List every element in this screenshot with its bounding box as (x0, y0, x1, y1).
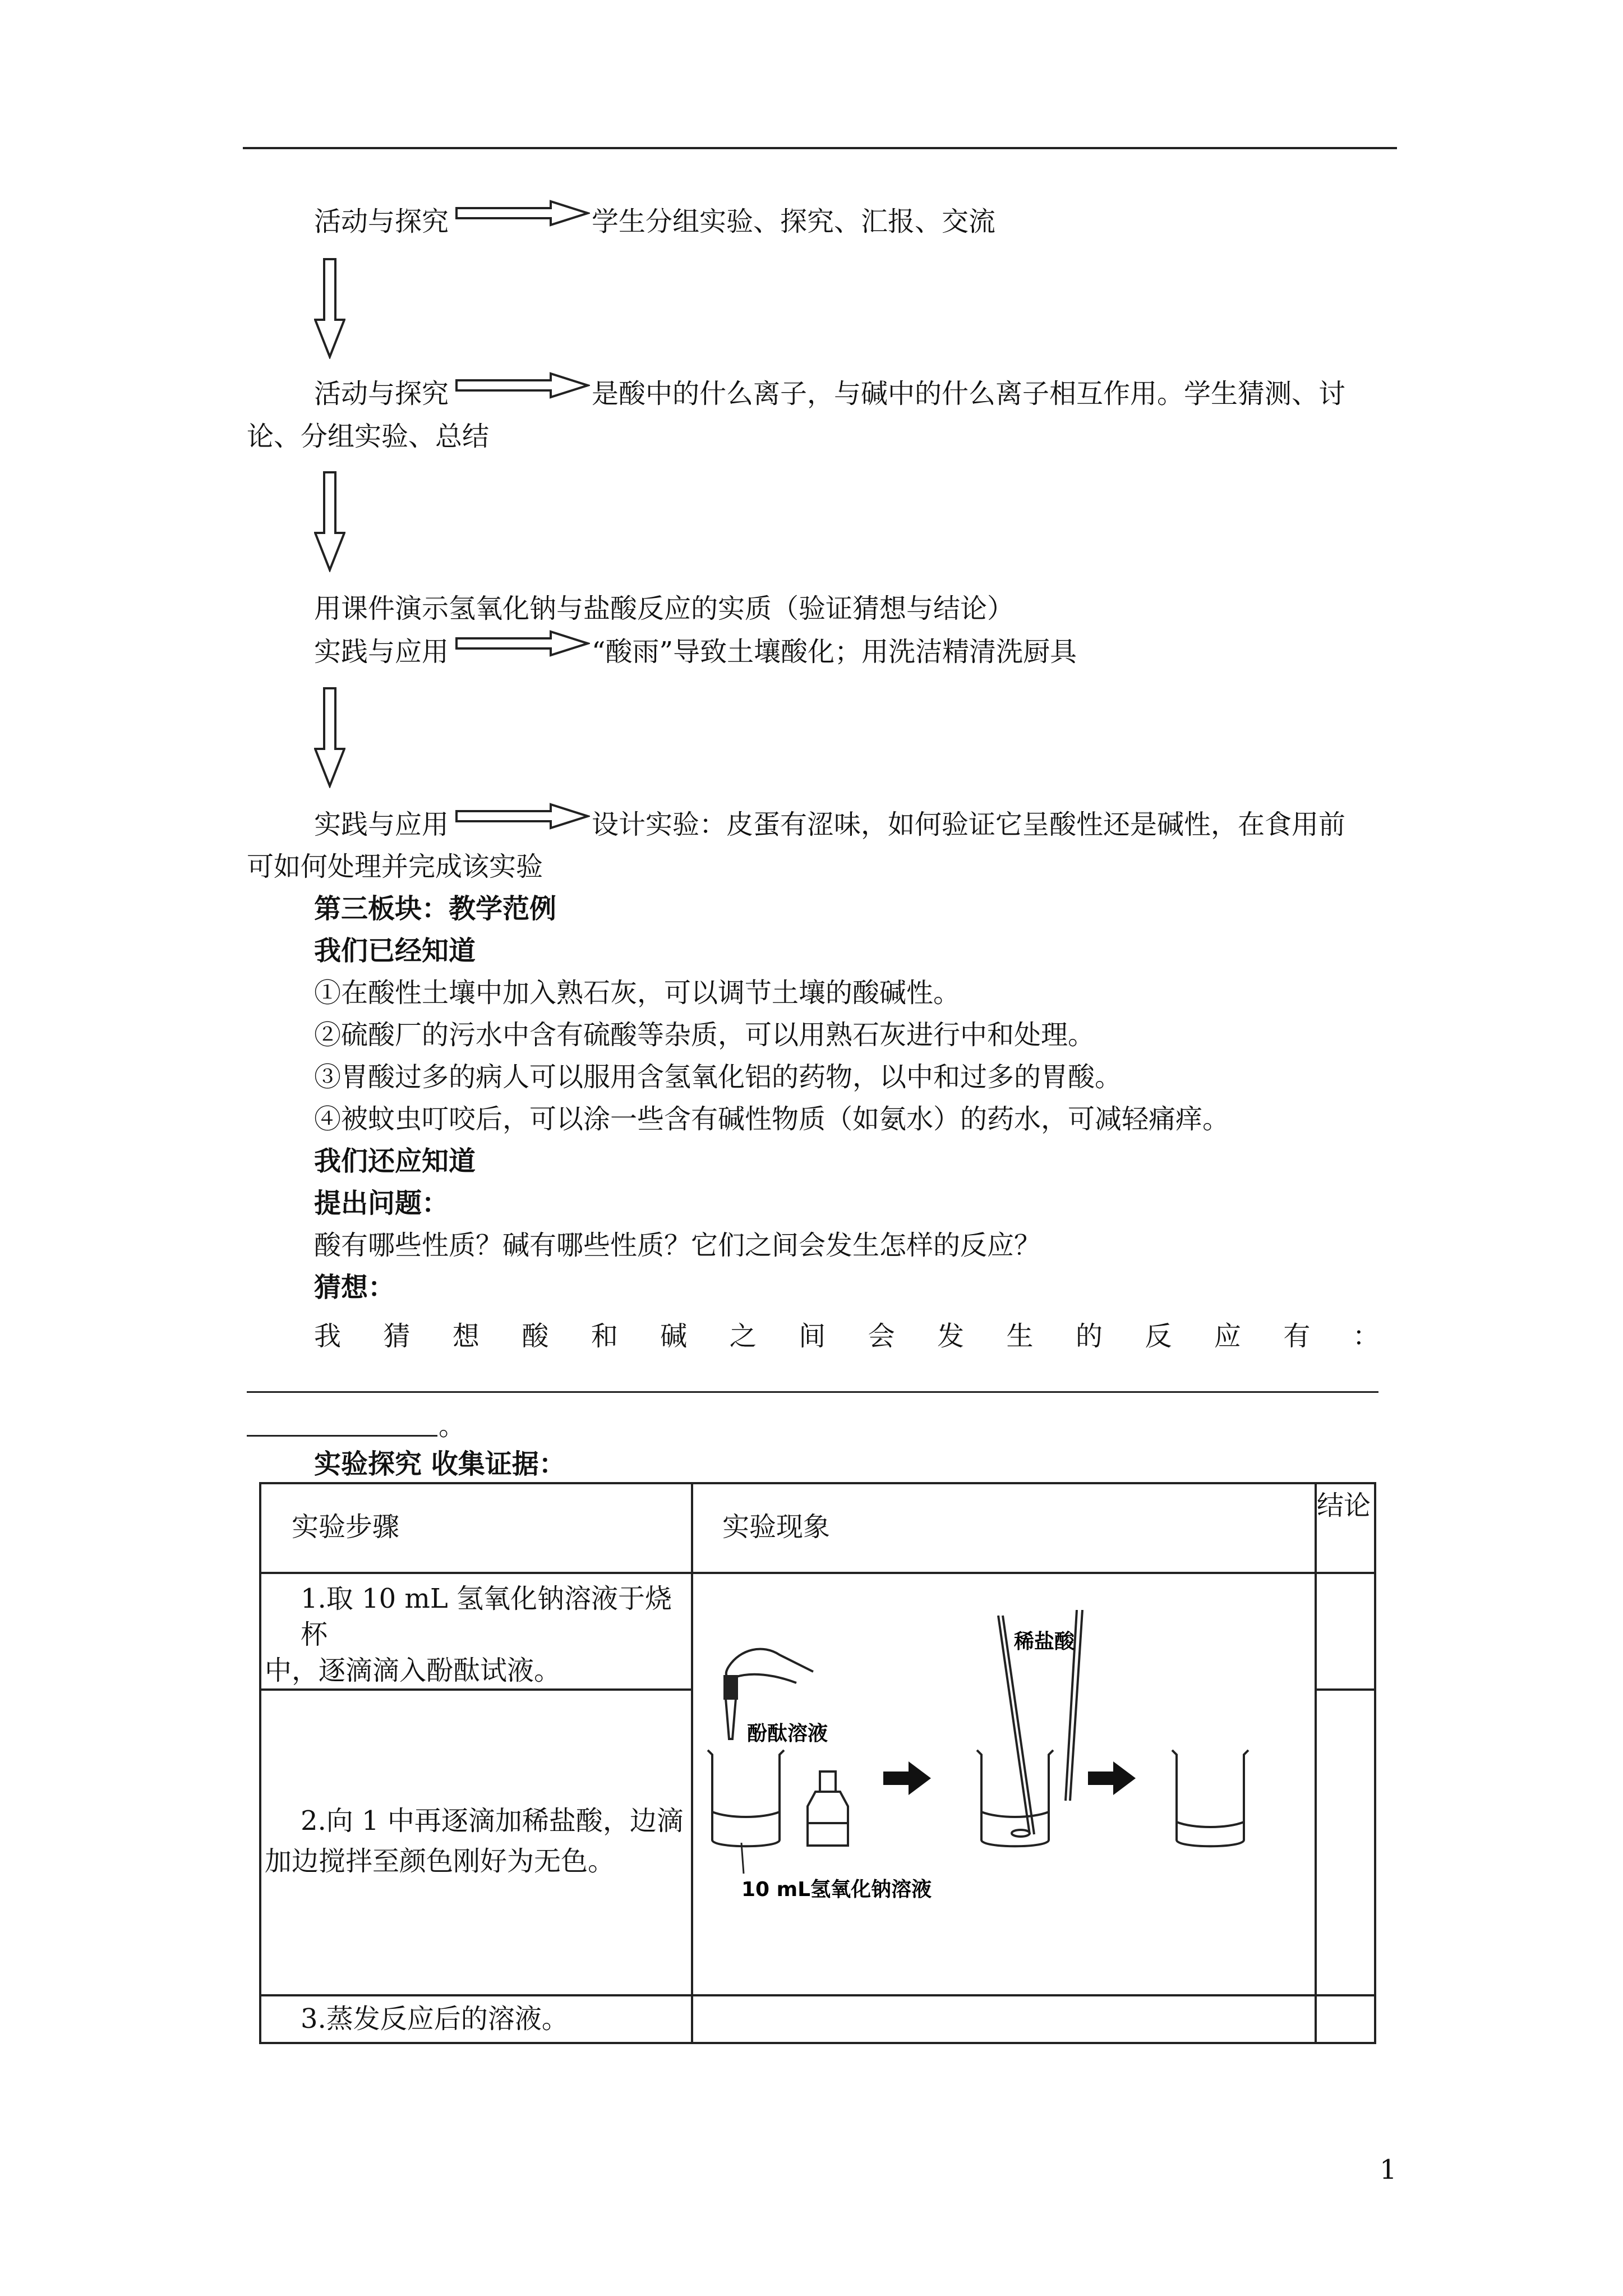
flow-step1-label: 活动与探究 (314, 206, 449, 237)
beaker-icon (1172, 1750, 1248, 1846)
down-arrow-icon (314, 687, 345, 788)
beaker-icon (708, 1750, 784, 1846)
beaker-icon (977, 1750, 1053, 1846)
right-arrow-icon (455, 199, 590, 227)
arrow-right-icon (883, 1761, 931, 1795)
guess-char: 发 (937, 1320, 965, 1352)
guess-sentence (314, 1319, 1380, 1353)
conclusion-cell (1316, 1995, 1375, 2043)
flow-step5-text: 设计实验：皮蛋有涩味，如何验证它呈酸性还是碱性，在食用前 (592, 809, 1346, 840)
guess-heading: 猜想： (314, 1272, 395, 1303)
table-header-row (260, 1483, 1375, 1573)
known-item-4: ④被蚊虫叮咬后，可以涂一些含有碱性物质（如氨水）的药水，可减轻痛痒。 (314, 1103, 1230, 1135)
guess-char: 会 (868, 1320, 895, 1352)
step-2-line1: 2.向 1 中再逐滴加稀盐酸，边滴 (301, 1805, 684, 1837)
flow-step2-label: 活动与探究 (314, 378, 449, 409)
guess-char: ： (1352, 1320, 1380, 1352)
experiment-illustration (695, 1610, 1324, 1924)
header-conclusion-label: 结论 (1317, 1490, 1371, 1521)
conclusion-cell (1316, 1690, 1375, 1995)
guess-char: 应 (1214, 1320, 1241, 1352)
bottle-icon (808, 1772, 848, 1846)
header-step-label: 实验步骤 (292, 1511, 400, 1543)
guess-char: 和 (591, 1320, 618, 1352)
header-conclusion (1316, 1483, 1375, 1573)
label-naoh: 10 mL氢氧化钠溶液 (741, 1878, 932, 1901)
label-phenolphthalein: 酚酞溶液 (747, 1722, 828, 1745)
header-rule (243, 147, 1397, 149)
guess-char: 反 (1145, 1320, 1172, 1352)
guess-char: 猜 (383, 1320, 411, 1352)
should-know-heading: 我们还应知道 (314, 1145, 476, 1177)
step-cell (260, 1690, 692, 1995)
step-3-line1: 3.蒸发反应后的溶液。 (301, 2003, 569, 2035)
evidence-heading: 实验探究 收集证据： (314, 1448, 566, 1480)
guess-char: 之 (729, 1320, 757, 1352)
flow-step3-text: 用课件演示氢氧化钠与盐酸反应的实质（验证猜想与结论） (314, 593, 1015, 624)
page-number: 1 (1380, 2154, 1397, 2185)
phenomenon-cell (692, 1995, 1316, 2043)
step-2-line2: 加边搅拌至颜色刚好为无色。 (265, 1846, 615, 1877)
right-arrow-icon (455, 371, 590, 399)
question-text: 酸有哪些性质？碱有哪些性质？它们之间会发生怎样的反应？ (314, 1230, 1041, 1261)
flow-step4-label: 实践与应用 (314, 636, 449, 668)
known-item-1: ①在酸性土壤中加入熟石灰，可以调节土壤的酸碱性。 (314, 977, 961, 1009)
guess-end: 。 (439, 1410, 466, 1442)
header-phenomenon-label: 实验现象 (722, 1511, 831, 1543)
step-1-line2: 中，逐滴滴入酚酞试液。 (265, 1655, 561, 1686)
section-heading: 第三板块：教学范例 (314, 893, 557, 924)
flow-step4-text: “酸雨”导致土壤酸化；用洗洁精清洗厨具 (592, 636, 1077, 668)
known-item-3: ③胃酸过多的病人可以服用含氢氧化铝的药物，以中和过多的胃酸。 (314, 1061, 1122, 1093)
right-arrow-icon (455, 629, 590, 657)
known-item-2: ②硫酸厂的污水中含有硫酸等杂质，可以用熟石灰进行中和处理。 (314, 1019, 1095, 1051)
table-row (260, 1995, 1375, 2043)
flow-step2-text: 是酸中的什么离子，与碱中的什么离子相互作用。学生猜测、讨 (592, 378, 1346, 409)
flow-step1-text: 学生分组实验、探究、汇报、交流 (592, 206, 996, 237)
step-1-line1: 1.取 10 mL 氢氧化钠溶液于烧杯 (301, 1583, 672, 1650)
guess-char: 生 (1006, 1320, 1034, 1352)
flow-step2-text-cont: 论、分组实验、总结 (247, 421, 490, 452)
answer-blank-line (247, 1391, 1378, 1393)
pointer-line (741, 1843, 744, 1874)
header-step (260, 1483, 692, 1573)
step-cell (260, 1573, 692, 1690)
question-heading: 提出问题： (314, 1188, 449, 1219)
flow-step5-label: 实践与应用 (314, 809, 449, 840)
known-heading: 我们已经知道 (314, 935, 476, 967)
flow-step5-text-cont: 可如何处理并完成该实验 (247, 851, 543, 882)
right-arrow-icon (455, 802, 590, 830)
guess-char: 的 (1075, 1320, 1103, 1352)
guess-char: 间 (799, 1320, 826, 1352)
label-hcl: 稀盐酸 (1014, 1630, 1075, 1653)
conclusion-cell (1316, 1573, 1375, 1690)
guess-char: 碱 (660, 1320, 688, 1352)
answer-blank-line-short (247, 1435, 437, 1437)
down-arrow-icon (314, 471, 345, 572)
guess-char: 酸 (522, 1320, 549, 1352)
down-arrow-icon (314, 258, 345, 359)
header-phenomenon (692, 1483, 1316, 1573)
guess-char: 想 (452, 1320, 479, 1352)
arrow-right-icon (1088, 1761, 1136, 1795)
guess-char: 我 (314, 1320, 342, 1352)
guess-char: 有 (1283, 1320, 1311, 1352)
step-cell (260, 1995, 692, 2043)
